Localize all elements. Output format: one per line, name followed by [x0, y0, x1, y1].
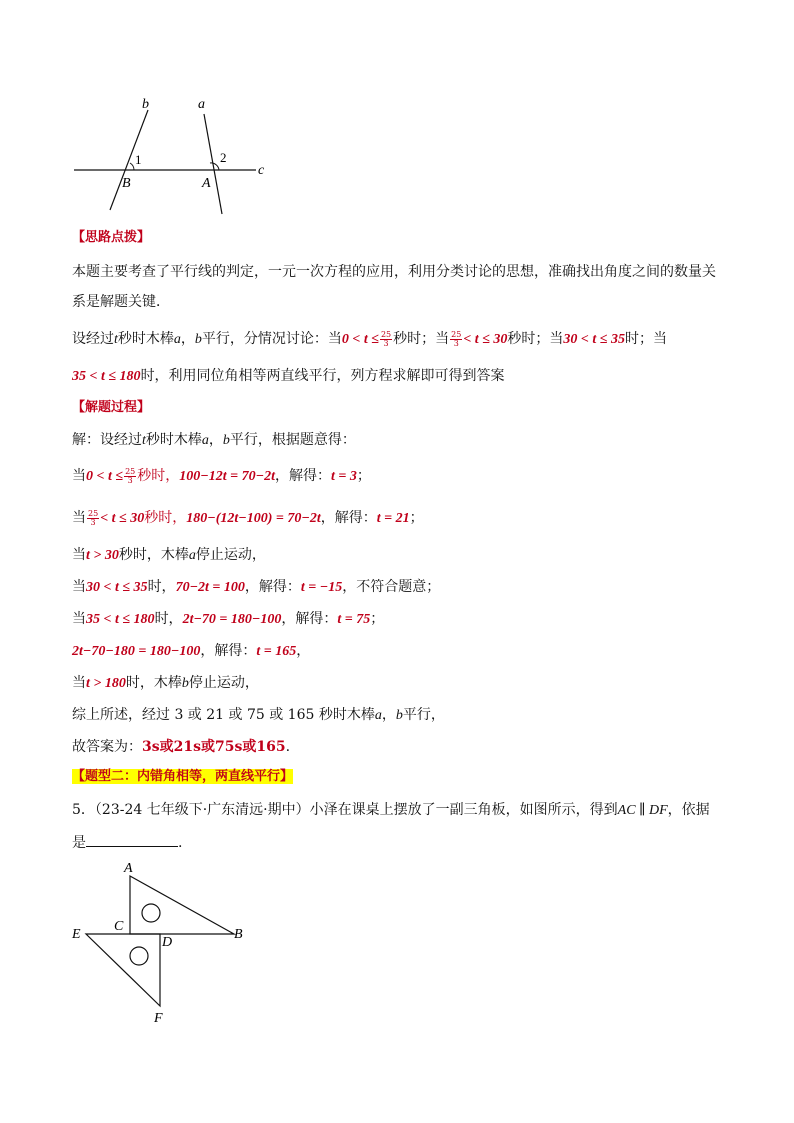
solution-line-3: 当t > 30秒时，木棒a停止运动， [72, 547, 266, 563]
answer-blank[interactable] [86, 832, 178, 847]
question-5-line-2: 是 . [72, 832, 182, 853]
fraction-25-3: $\frac{25}{3}$ [451, 329, 462, 348]
solution-line-6: 2t−70−180 = 180−100，解得：t = 165， [72, 643, 311, 659]
final-answer: 3s或21s或75s或165 [142, 739, 286, 755]
solution-line-9: 故答案为：3s或21s或75s或165. [72, 739, 291, 755]
solution-line-5: 当35 < t ≤ 180时，2t−70 = 180−100，解得：t = 75； [72, 611, 385, 627]
figure-parallel-lines [60, 92, 280, 222]
solution-line-4: 当30 < t ≤ 35时，70−2t = 100，解得：t = −15，不符合题意； [72, 579, 441, 595]
label-B: B [122, 176, 131, 191]
solution-line-0: 解：设经过t秒时木棒a，b平行，根据题意得： [72, 432, 356, 448]
label-1: 1 [135, 152, 142, 167]
label-b: b [142, 97, 149, 112]
solution-heading: 【解题过程】 [72, 400, 151, 415]
triangle-upper-hole [142, 904, 160, 922]
solution-line-1: 当0 < t ≤ $\frac{25}{3}$ 秒时，100−12t = 70−2t，解得：t = 3； [72, 466, 371, 485]
label-c: c [258, 163, 265, 178]
label-A: A [202, 176, 211, 191]
hint-line-4: 35 < t ≤ 180时，利用同位角相等两直线平行，列方程求解即可得到答案 [72, 368, 505, 384]
label-E: E [72, 927, 81, 942]
hint-line-2: 系是解题关键． [72, 294, 170, 310]
triangle-upper [130, 876, 234, 934]
label-B: B [234, 927, 243, 942]
label-2: 2 [220, 150, 227, 165]
question-5-line-1: 5．（23-24 七年级下·广东清远·期中）小泽在课桌上摆放了一副三角板，如图所示，得到AC ∥ DF，依据 [72, 802, 710, 818]
figure-set-squares [64, 856, 264, 1028]
fraction-25-3: $\frac{25}{3}$ [380, 329, 392, 348]
solution-line-2: 当 $\frac{25}{3}$ < t ≤ 30秒时，180−(12t−100) = 70−2t，解得：t = 21； [72, 508, 424, 527]
triangle-lower-hole [130, 947, 148, 965]
solution-line-7: 当t > 180时，木棒b停止运动， [72, 675, 259, 691]
triangle-lower [86, 934, 160, 1006]
hint-line-3: 设经过t秒时木棒a，b平行，分情况讨论：当0 < t ≤ $\frac{25}{3}$ 秒时；当 $\frac{25}{3}$ < t ≤ 30秒时；当30 < t ≤ 35时；当 [72, 329, 667, 348]
label-F: F [154, 1011, 163, 1026]
label-A: A [124, 861, 133, 876]
hint-heading: 【思路点拨】 [72, 230, 151, 245]
angle-1-arc [130, 163, 134, 170]
label-a: a [198, 97, 205, 112]
line-b [110, 110, 148, 210]
angle-2-arc [210, 163, 219, 170]
hint-line-1: 本题主要考查了平行线的判定，一元一次方程的应用，利用分类讨论的思想，准确找出角度之间的数量关 [72, 264, 716, 280]
section-heading-type2: 【题型二：内错角相等，两直线平行】 [72, 769, 294, 784]
label-C: C [114, 919, 124, 934]
label-D: D [162, 935, 173, 950]
solution-line-8: 综上所述，经过 3 或 21 或 75 或 165 秒时木棒a，b平行， [72, 707, 445, 723]
